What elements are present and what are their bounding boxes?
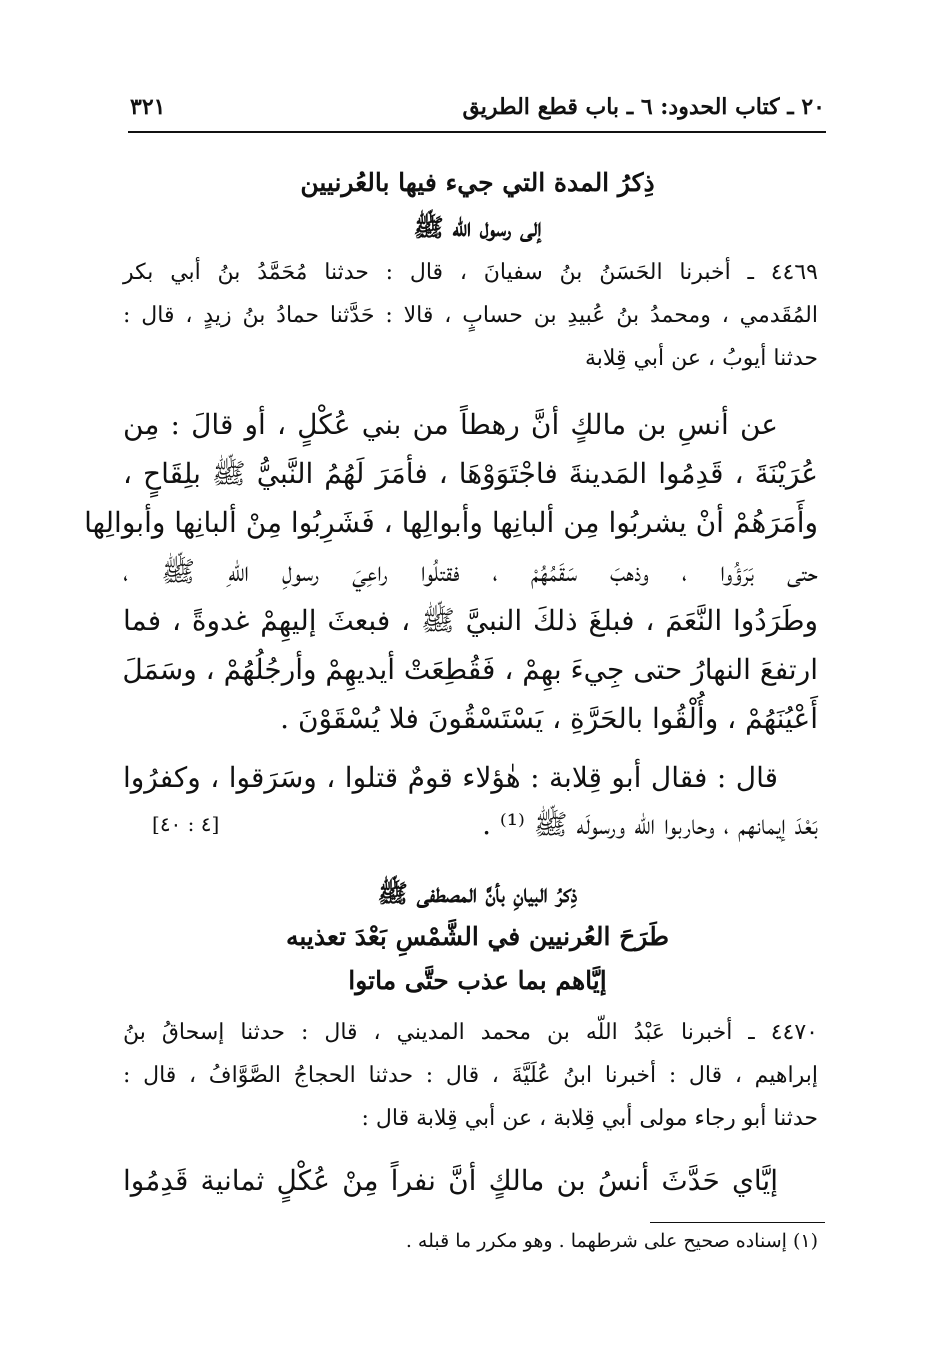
footnote-rule (650, 1222, 825, 1223)
isnad-line: ٤٤٧٠ ـ أخبرنا عَبْدُ اللّه بن محمد المديني ، قال : حدثنا إسحاقُ بنُ (123, 1020, 818, 1045)
footnote: (١) إسناده صحيح على شرطهما . وهو مكرر ما قبله . (405, 1230, 818, 1252)
header-rule (128, 131, 826, 133)
page-header (130, 94, 825, 130)
isnad-line: المُقَدمي ، ومحمدُ بنُ عُبيدِ بن حسابٍ ، قالا : حَدَّثنا حمادُ بنُ زيدٍ ، قال : (123, 303, 818, 328)
section-heading: إلى رسول اللّه ﷺ (413, 213, 542, 242)
isnad-line: إبراهيم ، قال : أخبرنا ابنُ عُلَيَّةَ ، قال : حدثنا الحجاجُ الصَّوَّافُ ، قال : (123, 1063, 818, 1088)
matn-line: أَعْيُنَهُمْ ، وأُلْقُوا بالحَرَّةِ ، يَسْتَسْقُونَ فلا يُسْقَوْنَ . (280, 702, 818, 735)
isnad-line: حدثنا أيوبُ ، عن أبي قِلابة (585, 346, 818, 371)
isnad-line: ٤٤٦٩ ـ أخبرنا الحَسَنُ بنُ سفيانَ ، قال : حدثنا مُحَمَّدُ بنُ أبي بكر (123, 260, 818, 285)
matn-line: ارتفعَ النهارُ حتى جِيءَ بهِمْ ، فَقُطِعَتْ أيديهِمْ وأرجُلُهُمْ ، وسَمَلَ (122, 653, 818, 686)
section-heading: ذِكرُ البيانِ بأنَّ المصطفى ﷺ (377, 879, 578, 908)
qol-line: بَعْدَ إيمانهم ، وحاربوا اللّه ورسولَه ﷺ ⁽¹⁾ . (482, 808, 818, 841)
matn-line: وطَرَدُوا النَّعَمَ ، فبلغَ ذلكَ النبيَّ ﷺ ، فبعثَ إليهِمْ غدوةً ، فما (123, 604, 818, 637)
matn-line: إيَّاي حَدَّثَ أنسُ بن مالكٍ أنَّ نفراً مِنْ عُكْلٍ ثمانية قَدِمُوا (123, 1164, 778, 1197)
matn-line: عُرَيْنَةَ ، قَدِمُوا المَدينةَ فاجْتَوَوْهَا ، فأمَرَ لَهُمُ النَّبيُّ ﷺ بلِقَاحٍ ، (123, 457, 818, 490)
section-heading: ذِكرُ المدة التي جيء فيها بالعُرنيين (300, 168, 655, 197)
running-title: ٢٠ ـ كتاب الحدود: ٦ ـ باب قطع الطريق (462, 94, 825, 120)
section-heading: إيَّاهم بما عذب حتَّى ماتوا (348, 966, 607, 995)
page-number: ٣٢١ (130, 94, 166, 120)
matn-line: وأَمَرَهُمْ أنْ يشربُوا مِن ألبانِها وأبوالِها ، فَشَرِبُوا مِنْ ألبانِها وأبوالِها (84, 506, 818, 539)
isnad-line: حدثنا أبو رجاء مولى أبي قِلابة ، عن أبي قِلابة قال : (361, 1106, 818, 1131)
hadith-reference: [٤ : ٤٠] (152, 812, 220, 836)
section-heading: طَرَحَ العُرنيين في الشَّمْسِ بَعْدَ تعذيبه (285, 922, 669, 951)
matn-line: عن أنسِ بن مالكٍ أنَّ رهطاً من بني عُكْلٍ ، أو قالَ : مِن (123, 408, 778, 441)
matn-line: حتى بَرَؤُوا ، وذهبَ سَقَمُهُمْ ، فقتلُوا راعِيَ رسولِ اللّهِ ﷺ ، (123, 555, 818, 588)
qol-line: قال : فقال أبو قِلابة : هٰؤلاء قومٌ قتلوا ، وسَرَقوا ، وكفرُوا (123, 761, 778, 794)
